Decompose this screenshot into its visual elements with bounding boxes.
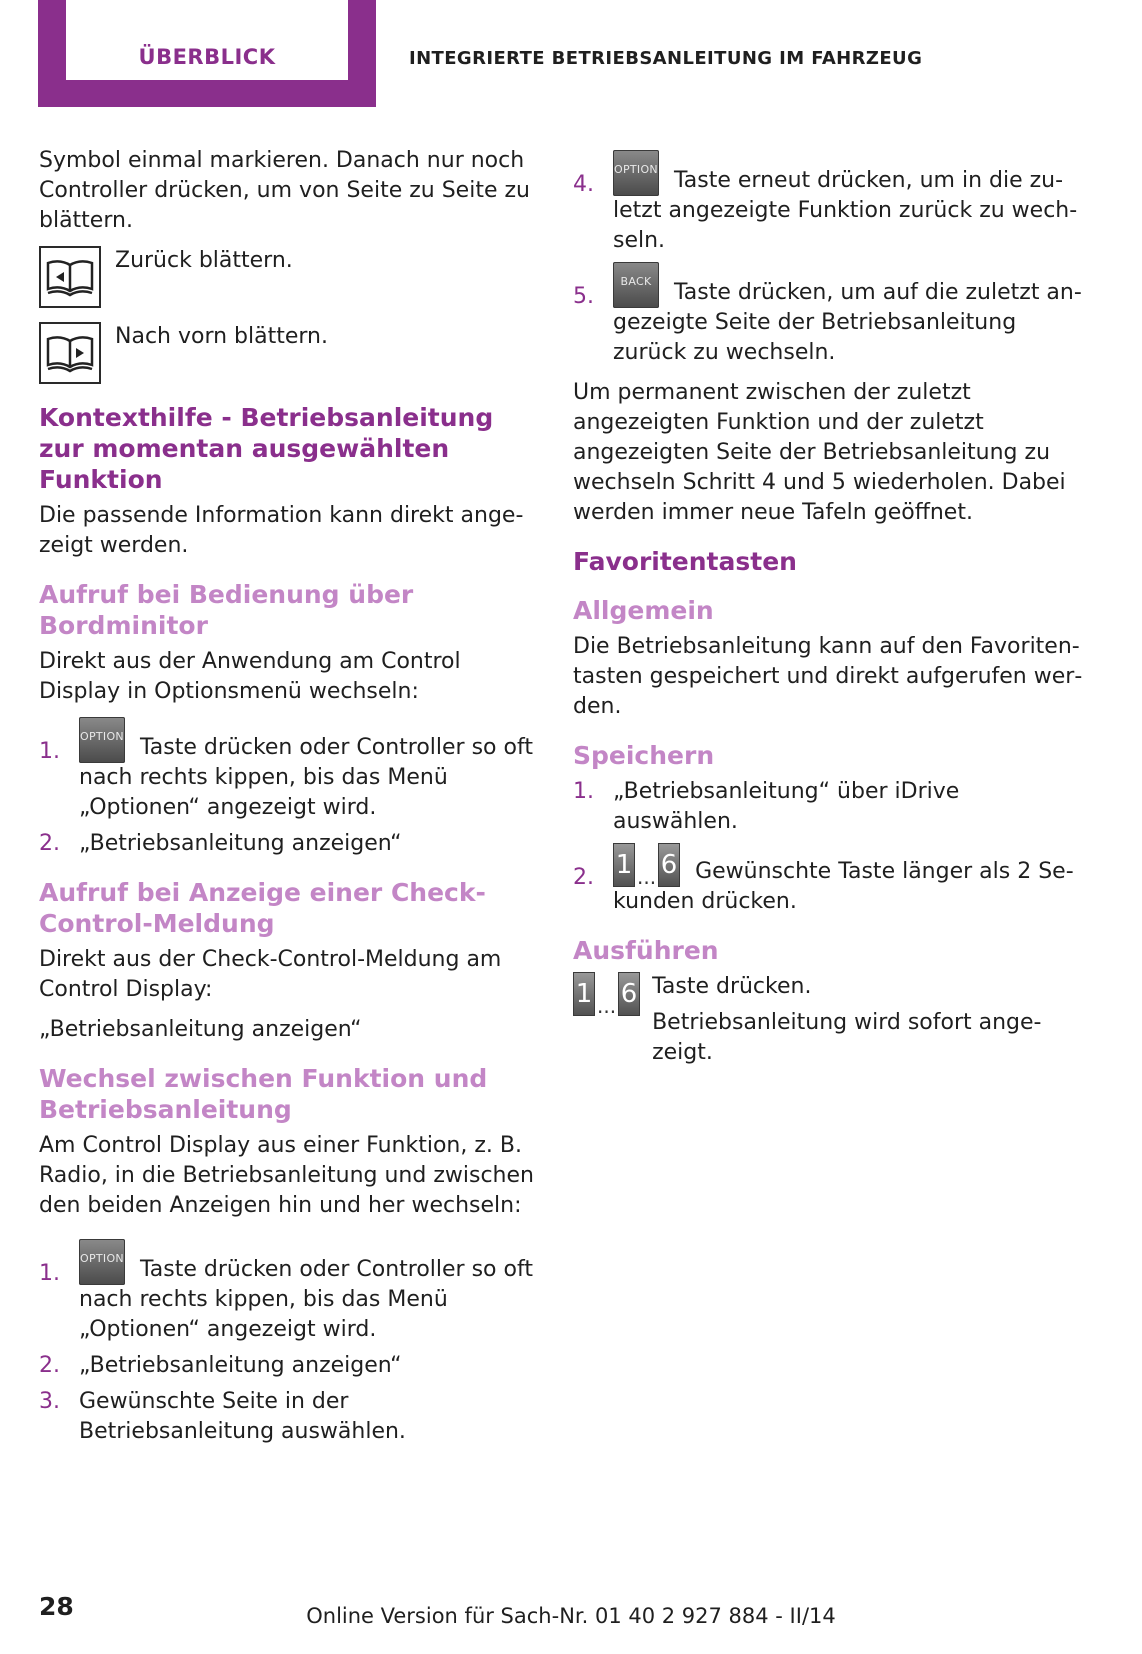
back-page-row: [39, 246, 539, 308]
list-item: [573, 843, 1083, 917]
favorite-keys-icon: [573, 972, 640, 1016]
back-button-icon: BACK: [613, 262, 659, 308]
execute-block: [573, 972, 1083, 1074]
list-item: [39, 829, 539, 859]
context-help-text: Die passende Information kann direkt angezeigt werden.: [39, 503, 524, 558]
right-column: [573, 150, 1083, 1074]
option-button-icon: OPTION: [613, 150, 659, 196]
context-help-heading: Kontexthilfe - Betriebsanleitung zur momentan ausgewählten Funktion: [39, 403, 494, 494]
page-number: 28: [39, 1592, 74, 1621]
favorite-key-6: 6: [658, 843, 680, 887]
onboard-monitor-text: Direkt aus der Anwendung am Control Display in Optionsmenü wechseln:: [39, 649, 461, 704]
execute-line-2: Betriebsanleitung wird sofort angezeigt.: [652, 1010, 1042, 1065]
step-text: Taste drücken oder Controller so oft nach rechts kippen, bis das Menü „Optionen“ angezeigt wird.: [79, 735, 533, 820]
step-number: 1.: [39, 739, 60, 764]
step-text: „Betriebsanleitung“ über iDrive auswählen.: [613, 779, 960, 834]
check-control-value: „Betriebsanleitung anzeigen“: [39, 1017, 362, 1042]
book-back-icon: [39, 246, 101, 308]
option-button-icon: OPTION: [79, 717, 125, 763]
step-text: Gewünschte Taste länger als 2 Sekunden drücken.: [613, 859, 1074, 914]
intro-text: Symbol einmal markieren. Danach nur noch Controller drücken, um von Seite zu Seite zu blättern.: [39, 148, 530, 233]
switch-heading: Wechsel zwischen Funktion und Betriebsanleitung: [39, 1064, 488, 1124]
footer-online-version: Online Version für Sach-Nr. 01 40 2 927 884 - II/14: [306, 1604, 836, 1628]
step-number: 3.: [39, 1389, 60, 1414]
favorite-key-1: 1: [573, 972, 595, 1016]
step-text: „Betriebsanleitung anzeigen“: [79, 831, 402, 856]
list-item: [573, 777, 1083, 837]
step-number: 2.: [39, 831, 60, 856]
onboard-monitor-heading: Aufruf bei Bedienung über Bordminitor: [39, 580, 414, 640]
execute-text: [652, 972, 1083, 1074]
section-tab-label: ÜBERBLICK: [138, 45, 276, 69]
save-heading: Speichern: [573, 741, 715, 770]
list-item: [39, 1239, 539, 1345]
favorite-key-6: 6: [618, 972, 640, 1016]
list-item: [573, 262, 1083, 368]
step-text: Taste drücken oder Controller so oft nach rechts kippen, bis das Menü „Optionen“ angezeigt wird.: [79, 1257, 533, 1342]
general-heading: Allgemein: [573, 596, 714, 625]
execute-line-1: Taste drücken.: [652, 974, 812, 999]
step-number: 1.: [573, 779, 594, 804]
check-control-heading: Aufruf bei Anzeige einer Check-Control-Meldung: [39, 878, 486, 938]
switch-steps: [39, 1239, 539, 1447]
list-item: [573, 150, 1083, 256]
step-number: 1.: [39, 1261, 60, 1286]
step-text: Gewünschte Seite in der Betriebsanleitung auswählen.: [79, 1389, 406, 1444]
header-tab-inner: [66, 0, 348, 80]
step-text: „Betriebsanleitung anzeigen“: [79, 1353, 402, 1378]
forward-page-row: [39, 322, 539, 384]
switch-text: Am Control Display aus einer Funktion, z. B. Radio, in die Betriebsanleitung und zwischen den beiden Anzeigen hin und her wechseln:: [39, 1133, 534, 1218]
book-forward-icon: [39, 322, 101, 384]
step-text: Taste drücken, um auf die zuletzt angezeigte Seite der Betriebsanleitung zurück zu wechseln.: [613, 280, 1082, 365]
forward-page-label: Nach vorn blättern.: [115, 324, 328, 349]
execute-heading: Ausführen: [573, 936, 719, 965]
step-number: 2.: [573, 865, 594, 890]
continued-steps: [573, 150, 1083, 368]
option-button-icon: OPTION: [79, 1239, 125, 1285]
save-steps: [573, 777, 1083, 917]
page-header-title: INTEGRIERTE BETRIEBSANLEITUNG IM FAHRZEUG: [409, 48, 923, 69]
list-item: [39, 1351, 539, 1381]
back-page-label: Zurück blättern.: [115, 248, 293, 273]
favorites-heading: Favoritentasten: [573, 547, 797, 576]
left-column: [39, 146, 539, 1457]
check-control-text: Direkt aus der Check-Control-Meldung am Control Display:: [39, 947, 502, 1002]
step-text: Taste erneut drücken, um in die zuletzt angezeigte Funktion zurück zu wechseln.: [613, 168, 1078, 253]
header-tab: [38, 0, 376, 107]
list-item: [39, 1387, 539, 1447]
list-item: [39, 717, 539, 823]
favorite-key-1: 1: [613, 843, 635, 887]
step-number: 4.: [573, 172, 594, 197]
favorite-key-dots: ...: [637, 865, 657, 889]
favorite-keys-icon: [613, 843, 680, 887]
repeat-text: Um permanent zwischen der zuletzt angezeigten Funktion und der zuletzt angezeigten Seite der Betriebsanleitung zu wechseln Schritt 4 und 5 wiederholen. Dabei werden immer neue Tafeln geöffnet.: [573, 380, 1066, 525]
general-text: Die Betriebsanleitung kann auf den Favoritentasten gespeichert und direkt aufgerufen werden.: [573, 634, 1083, 719]
onboard-monitor-steps: [39, 717, 539, 859]
step-number: 2.: [39, 1353, 60, 1378]
favorite-key-dots: ...: [597, 994, 617, 1018]
step-number: 5.: [573, 284, 594, 309]
